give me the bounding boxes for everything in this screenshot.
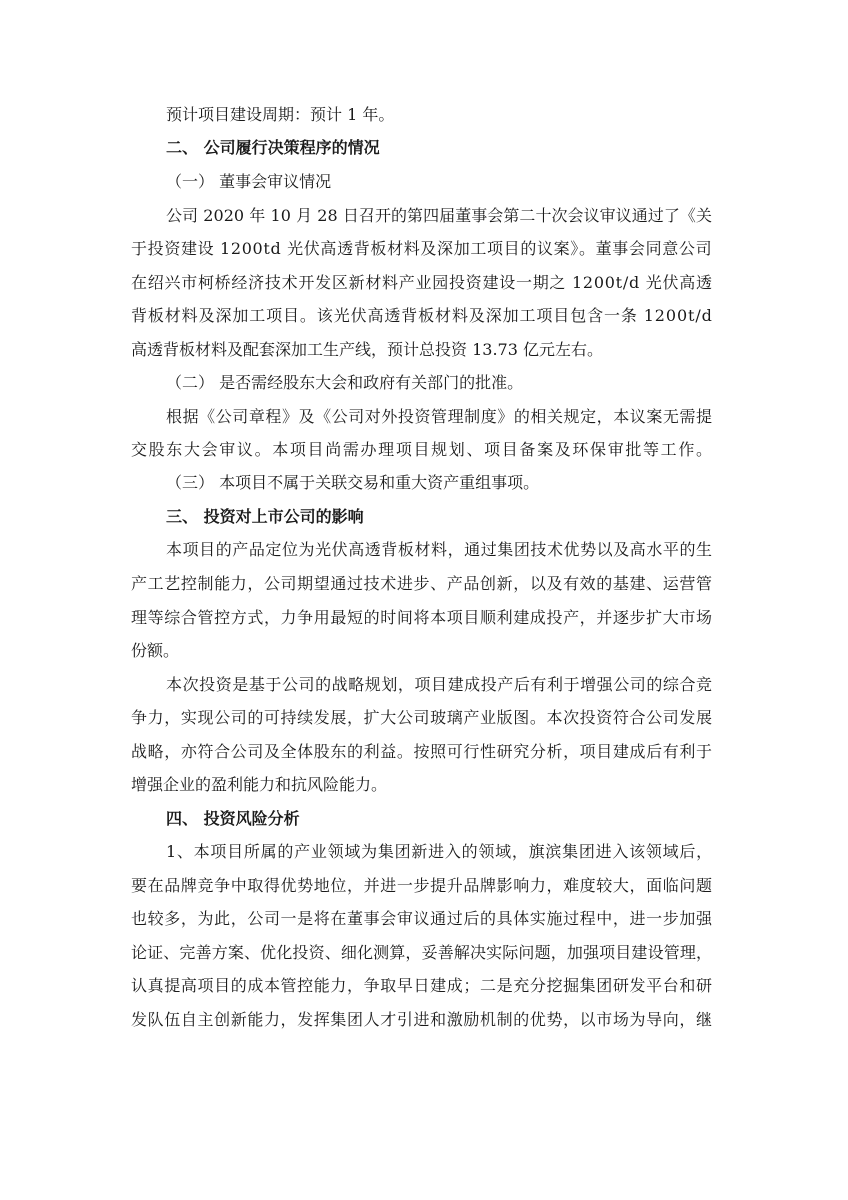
paragraph-line: 发队伍自主创新能力，发挥集团人才引进和激励机制的优势，以市场为导向，继 xyxy=(131,1010,713,1029)
section-heading-two: 二、 公司履行决策程序的情况 xyxy=(166,138,380,157)
paragraph-line: 高透背板材料及配套深加工生产线，预计总投资 13.73 亿元左右。 xyxy=(131,340,603,359)
paragraph-line: 份额。 xyxy=(131,641,180,660)
paragraph-line: 增强企业的盈利能力和抗风险能力。 xyxy=(131,775,388,794)
paragraph-line: 战略，亦符合公司及全体股东的利益。按照可行性研究分析，项目建成后有利于 xyxy=(131,742,713,761)
paragraph-line: 产工艺控制能力，公司期望通过技术进步、产品创新，以及有效的基建、运营管 xyxy=(131,574,713,593)
paragraph-line: 背板材料及深加工项目。该光伏高透背板材料及深加工项目包含一条 1200t/d xyxy=(131,306,713,325)
paragraph-line: 1、本项目所属的产业领域为集团新进入的领域，旗滨集团进入该领域后， xyxy=(166,842,713,861)
paragraph-line: 本次投资是基于公司的战略规划，项目建成投产后有利于增强公司的综合竞 xyxy=(166,675,713,694)
paragraph-line: 交股东大会审议。本项目尚需办理项目规划、项目备案及环保审批等工作。 xyxy=(131,440,714,459)
paragraph-line: 公司 2020 年 10 月 28 日召开的第四届董事会第二十次会议审议通过了《关 xyxy=(166,206,713,225)
paragraph-line: 争力，实现公司的可持续发展，扩大公司玻璃产业版图。本次投资符合公司发展 xyxy=(131,708,713,727)
paragraph-line: 理等综合管控方式，力争用最短的时间将本项目顺利建成投产，并逐步扩大市场 xyxy=(131,608,713,627)
subsection-heading: （二） 是否需经股东大会和政府有关部门的批准。 xyxy=(166,373,524,392)
paragraph-line: 于投资建设 1200td 光伏高透背板材料及深加工项目的议案》。董事会同意公司 xyxy=(131,239,713,258)
subsection-heading: （一） 董事会审议情况 xyxy=(166,172,332,191)
subsection-heading: （三） 本项目不属于关联交易和重大资产重组事项。 xyxy=(166,473,540,492)
paragraph-line: 在绍兴市柯桥经济技术开发区新材料产业园投资建设一期之 1200t/d 光伏高透 xyxy=(131,273,713,292)
paragraph-line: 预计项目建设周期：预计 1 年。 xyxy=(166,105,395,124)
paragraph-line: 论证、完善方案、优化投资、细化测算，妥善解决实际问题，加强项目建设管理， xyxy=(131,943,713,962)
paragraph-line: 要在品牌竞争中取得优势地位，并进一步提升品牌影响力，难度较大，面临问题 xyxy=(131,876,713,895)
paragraph-line: 本项目的产品定位为光伏高透背板材料，通过集团技术优势以及高水平的生 xyxy=(166,540,713,559)
paragraph-line: 认真提高项目的成本管控能力，争取早日建成；二是充分挖掘集团研发平台和研 xyxy=(131,976,713,995)
paragraph-line: 根据《公司章程》及《公司对外投资管理制度》的相关规定，本议案无需提 xyxy=(166,407,713,426)
section-heading-four: 四、 投资风险分析 xyxy=(166,809,300,828)
paragraph-line: 也较多，为此，公司一是将在董事会审议通过后的具体实施过程中，进一步加强 xyxy=(131,909,713,928)
section-heading-three: 三、 投资对上市公司的影响 xyxy=(166,507,364,526)
